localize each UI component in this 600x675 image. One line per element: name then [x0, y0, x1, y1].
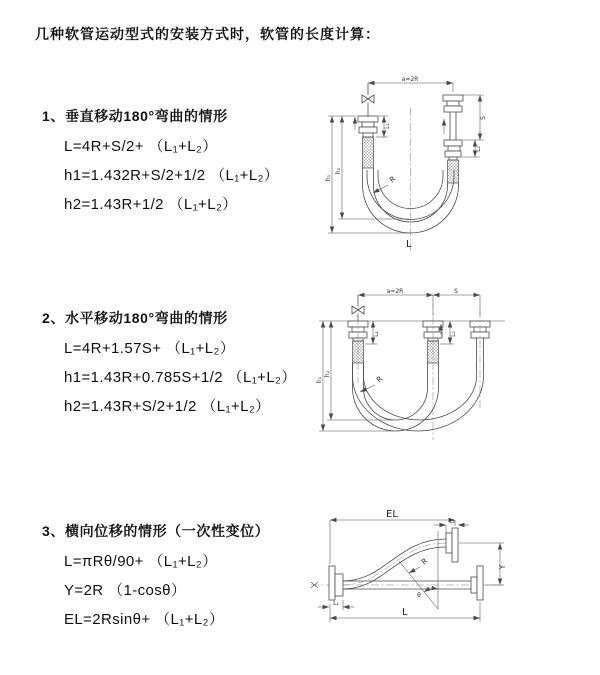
radius-leader — [373, 185, 388, 193]
dim-label-s: S — [454, 288, 458, 295]
dim-label-l1: L₁ — [333, 600, 339, 607]
dim-label-h1: h₁ — [316, 376, 323, 384]
diagram-vertical-180-bend — [312, 72, 512, 262]
formula-line: h2=1.43R+S/2+1/2 （L₁+L₂） — [64, 398, 271, 415]
hose-outer-wall — [353, 363, 439, 431]
dim-label-s: S — [480, 116, 487, 120]
radius-leader — [409, 567, 420, 573]
right-fitting — [443, 95, 463, 183]
right-flange — [471, 566, 483, 600]
left-fitting — [358, 116, 378, 168]
dim-label-h2: h₂ — [335, 167, 342, 175]
hose-inner-wall — [364, 363, 428, 420]
section-3-heading: 3、横向位移的情形（一次性变位） — [42, 523, 270, 539]
section-1-formulas — [64, 132, 279, 219]
formula-line: h1=1.432R+S/2+1/2 （L₁+L₂） — [64, 167, 280, 184]
section-1-heading: 1、垂直移动180°弯曲的情形 — [42, 108, 228, 124]
dim-label-h1: h₁ — [325, 174, 332, 182]
formula-line: Y=2R （1-cosθ） — [64, 582, 187, 599]
valve-icon — [362, 95, 374, 103]
dim-label-l2: L₂ — [449, 518, 455, 525]
section-3 — [42, 521, 269, 634]
dim-label-l1: L₁ — [384, 123, 391, 129]
dim-label-a2r: a=2R — [401, 76, 419, 83]
middle-fitting — [423, 321, 443, 363]
radius-label: R — [374, 374, 385, 385]
section-2 — [42, 308, 297, 421]
section-2-formulas — [64, 334, 297, 421]
left-fitting — [348, 321, 368, 363]
dim-label-a2r: a=2R — [386, 288, 404, 295]
formula-line: EL=2Rsinθ+ （L₁+L₂） — [64, 611, 225, 628]
formula-line: h2=1.43R+1/2 （L₁+L₂） — [64, 196, 238, 213]
dim-label-l: L — [402, 607, 408, 618]
formula-line: h1=1.43R+0.785S+1/2 （L₁+L₂） — [64, 369, 297, 386]
braid-section — [448, 160, 459, 183]
formula-line: L=πRθ/90+ （L₁+L₂） — [64, 553, 218, 570]
dim-label-l2: L₂ — [450, 331, 457, 337]
length-label: L — [406, 239, 412, 250]
hose-moved-inner — [364, 363, 477, 420]
dim-label-l2: L₂ — [475, 146, 482, 152]
dim-label-y: Y — [498, 564, 507, 570]
radius-label: R — [387, 174, 398, 185]
diagram-horizontal-180-bend — [313, 288, 513, 453]
radius-label: R — [419, 556, 430, 567]
section-2-heading: 2、水平移动180°弯曲的情形 — [42, 310, 228, 326]
upper-flange — [446, 528, 458, 562]
hose-moved-outer — [353, 363, 484, 431]
hose-upper-wall — [343, 539, 446, 581]
formula-line: L=4R+1.57S+ （L₁+L₂） — [64, 340, 236, 357]
dim-label-h2: h₂ — [324, 370, 331, 378]
page-title: 几种软管运动型式的安装方式时，软管的长度计算： — [35, 26, 380, 42]
dim-label-l1: L₁ — [373, 331, 380, 337]
left-flange — [329, 566, 343, 600]
angle-label: θ — [417, 592, 421, 599]
section-1 — [42, 106, 279, 219]
diagram-lateral-displacement — [303, 503, 513, 663]
section-3-formulas — [64, 547, 269, 634]
braid-section — [363, 137, 374, 168]
radius-leader — [360, 385, 375, 392]
formula-line: L=4R+S/2+ （L₁+L₂） — [64, 138, 218, 155]
dim-label-el: EL — [386, 509, 398, 520]
